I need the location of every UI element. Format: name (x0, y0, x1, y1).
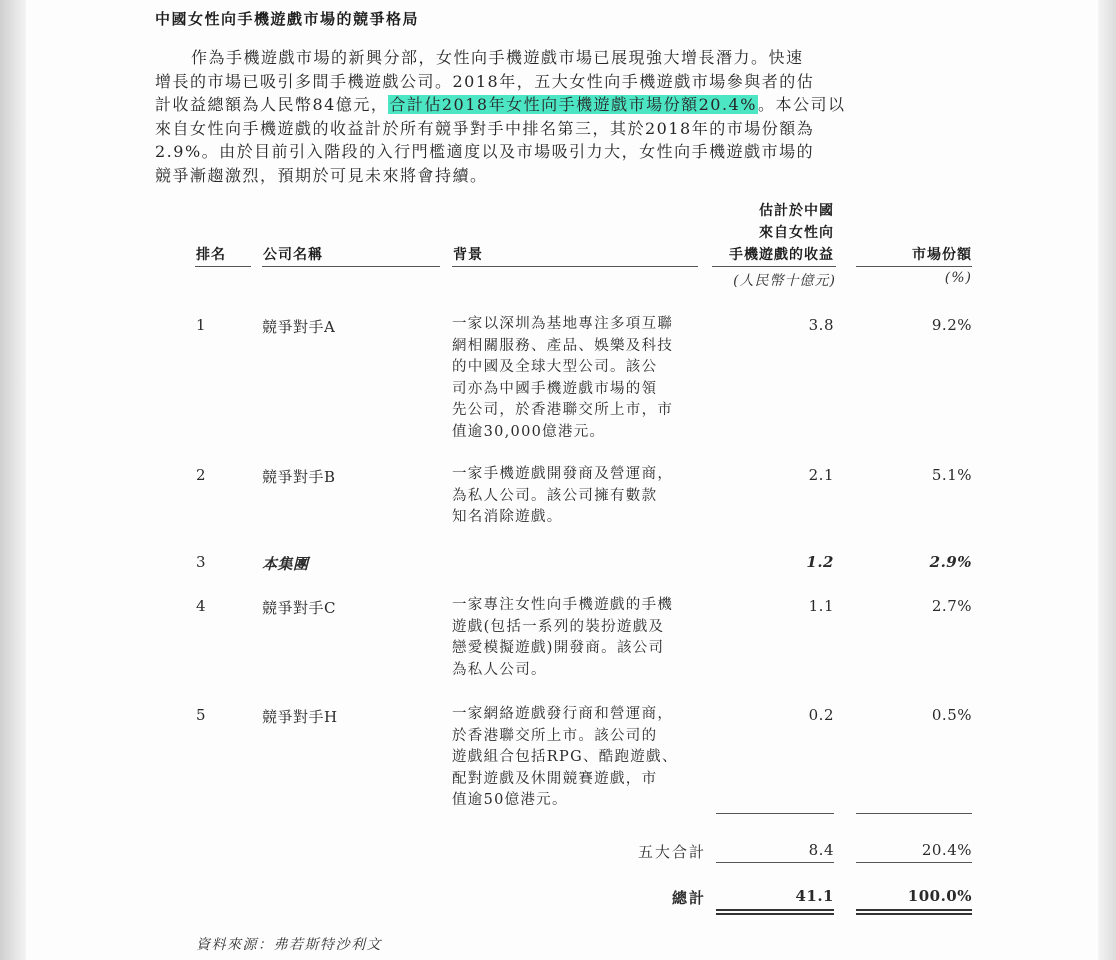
paragraph-line: 來自女性向手機遊戲的收益計於所有競爭對手中排名第三，其於2018年的市場份額為 (155, 118, 815, 138)
header-rule (195, 266, 251, 267)
total-rule (856, 862, 972, 863)
header-revenue-unit: (人民幣十億元) (733, 273, 836, 289)
row-share: 9.2% (931, 316, 972, 334)
header-rule (452, 266, 698, 267)
paragraph-line: 競爭漸趨激烈，預期於可見未來將會持續。 (155, 165, 488, 185)
double-rule (856, 909, 972, 911)
row-company-group: 本集團 (262, 555, 309, 573)
row-rank: 1 (196, 316, 207, 334)
page-edge-left (0, 0, 26, 960)
source-note: 資料來源：弗若斯特沙利文 (196, 937, 382, 953)
header-background: 背景 (453, 247, 483, 263)
row-company: 競爭對手C (262, 599, 336, 617)
top5-share: 20.4% (921, 841, 972, 859)
paragraph-text: 。本公司以 (757, 95, 846, 114)
total-label: 總計 (671, 889, 706, 907)
row-revenue: 1.1 (808, 597, 834, 615)
paragraph-line: 作為手機遊戲市場的新興分部，女性向手機遊戲市場已展現強大增長潛力。快速 (191, 48, 804, 67)
header-share-unit: (%) (944, 270, 972, 286)
header-rank: 排名 (196, 247, 226, 263)
row-background: 一家手機遊戲開發商及營運商， 為私人公司。該公司擁有數款 知名消除遊戲。 (452, 466, 674, 525)
highlighted-text: 合計佔2018年女性向手機遊戲市場份額20.4% (389, 95, 757, 114)
row-share: 5.1% (931, 466, 972, 484)
row-revenue: 3.8 (808, 316, 834, 334)
row-background: 一家專注女性向手機遊戲的手機 遊戲(包括一系列的裝扮遊戲及 戀愛模擬遊戲)開發商。該公司 為私人公司。 (452, 597, 674, 678)
row-company: 競爭對手B (262, 468, 336, 486)
section-title: 中國女性向手機遊戲市場的競爭格局 (155, 10, 420, 28)
header-share: 市場份額 (912, 247, 972, 263)
row-share: 2.9% (929, 553, 972, 571)
header-company: 公司名稱 (263, 247, 323, 263)
double-rule (716, 913, 834, 915)
subtotal-rule (856, 813, 972, 814)
row-company: 競爭對手H (262, 708, 338, 726)
header-rule (262, 266, 440, 267)
paragraph-line: 增長的市場已吸引多間手機遊戲公司。2018年，五大女性向手機遊戲市場參與者的估 (155, 71, 815, 91)
row-rank: 5 (196, 706, 207, 724)
row-share: 2.7% (931, 597, 972, 615)
header-revenue-line1: 估計於中國 (759, 203, 834, 219)
double-rule (856, 913, 972, 915)
row-share: 0.5% (931, 706, 972, 724)
row-revenue: 0.2 (808, 706, 834, 724)
row-company: 競爭對手A (262, 318, 336, 336)
row-rank: 4 (196, 597, 207, 615)
row-revenue: 1.2 (806, 553, 834, 571)
row-rank: 3 (196, 553, 207, 571)
total-rule (716, 862, 834, 863)
double-rule (716, 909, 834, 911)
top5-label: 五大合計 (637, 843, 706, 861)
subtotal-rule (716, 813, 834, 814)
header-rule (712, 266, 836, 267)
top5-revenue: 8.4 (808, 841, 834, 859)
intro-paragraph (155, 46, 975, 187)
row-rank: 2 (196, 466, 207, 484)
paragraph-line (155, 93, 975, 117)
row-revenue: 2.1 (808, 466, 834, 484)
row-background: 一家網絡遊戲發行商和營運商， 於香港聯交所上市。該公司的 遊戲組合包括RPG、酷跑遊戲、 配對遊戲及休閒競賽遊戲，市 值逾50億港元。 (452, 706, 678, 808)
total-revenue: 41.1 (795, 887, 834, 905)
total-share: 100.0% (907, 887, 972, 905)
header-rule (856, 266, 972, 267)
header-revenue-line3: 手機遊戲的收益 (729, 247, 834, 263)
page-edge-right (1098, 0, 1116, 960)
paragraph-text: 計收益總額為人民幣84億元， (155, 95, 389, 114)
header-revenue-line2: 來自女性向 (759, 225, 834, 241)
row-background: 一家以深圳為基地專注多項互聯 網相關服務、產品、娛樂及科技 的中國及全球大型公司。該公 司亦為中國手機遊戲市場的領 先公司，於香港聯交所上市，市 值逾30,000億港元。 (452, 316, 674, 440)
paragraph-line: 2.9%。由於目前引入階段的入行門檻適度以及市場吸引力大，女性向手機遊戲市場的 (155, 142, 815, 161)
